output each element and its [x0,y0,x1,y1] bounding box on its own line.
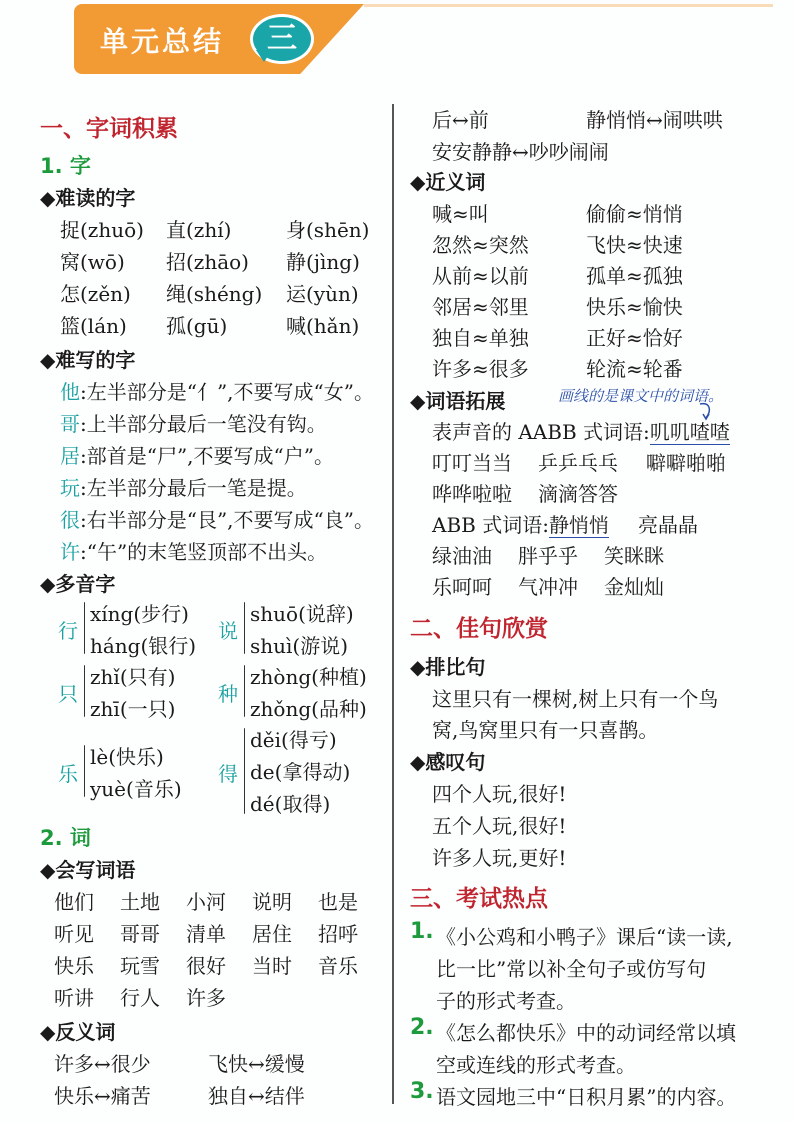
synonym-item: 飞快≈快速 [586,233,683,257]
word-item: 许多 [186,986,226,1010]
exam-line: 子的形式考查。 [436,989,576,1013]
page-title: 单元总结 [100,25,225,58]
sentence-line: 这里只有一棵树,树上只有一个鸟 [432,687,719,711]
brace [244,602,245,654]
synonym-item: 忽然≈突然 [432,233,529,257]
polyphone-char: 只 [58,682,78,706]
brace [244,665,245,717]
hard-write-row [60,440,334,469]
polyphone-reading: děi(得亏) [250,728,337,752]
word-item: 噼噼啪啪 [646,451,726,475]
word-item: 哥哥 [120,922,160,946]
abb-label: ABB 式词语: [432,513,549,537]
polyphone-reading: yuè(音乐) [90,777,182,801]
hard-write-heading: ◆难写的字 [40,348,136,372]
word-item: 也是 [318,890,358,914]
antonym-item: 安安静静↔吵吵闹闹 [432,140,609,164]
abb-row [432,509,609,538]
hard-write-row [60,504,374,533]
synonym-item: 喊≈叫 [432,202,489,226]
hard-write-row [60,472,307,501]
hard-write-note: :左半部分最后一笔是提。 [80,476,307,500]
subsection-characters: 1. 字 [40,154,91,178]
sentence-line: 五个人玩,很好! [432,814,567,838]
brace [84,602,85,654]
polyphone-char: 乐 [58,762,78,786]
hard-read-item: 喊(hǎn) [286,314,360,338]
word-item: 气冲冲 [518,575,578,599]
synonym-item: 快乐≈愉快 [586,295,683,319]
synonym-heading: ◆近义词 [410,170,486,194]
exam-line: 《小公鸡和小鸭子》课后“读一读, [436,925,733,949]
write-words-heading: ◆会写词语 [40,858,136,882]
hard-write-note: :右半部分是“艮”,不要写成“良”。 [80,508,374,532]
word-item: 绿油油 [432,544,492,568]
parallel-heading: ◆排比句 [410,655,486,679]
hard-write-char: 很 [60,508,80,532]
word-item: 小河 [186,890,226,914]
section-title-exam: 三、考试热点 [410,886,548,912]
word-item: 乐呵呵 [432,575,492,599]
word-item: 清单 [186,922,226,946]
antonym-item: 静悄悄↔闹哄哄 [586,108,723,132]
hard-write-row [60,376,374,405]
hard-read-item: 直(zhí) [166,218,232,242]
abb-underlined-word: 静悄悄 [548,513,609,537]
hard-write-char: 玩 [60,476,80,500]
synonym-item: 独自≈单独 [432,326,529,350]
word-item: 招呼 [318,922,358,946]
word-item: 土地 [120,890,160,914]
exam-number: 1. [410,919,434,944]
word-item: 听见 [54,922,94,946]
antonym-item: 独自↔结伴 [208,1084,305,1108]
sentence-line: 许多人玩,更好! [432,846,567,870]
word-item: 笑眯眯 [604,544,664,568]
polyphone-char: 说 [218,619,238,643]
word-item: 乒乒乓乓 [538,451,618,475]
word-item: 叮叮当当 [432,451,512,475]
expand-heading: ◆词语拓展 [410,389,506,413]
synonym-item: 偷偷≈悄悄 [586,202,683,226]
polyphone-reading: zhī(一只) [90,697,176,721]
word-item: 很好 [186,954,226,978]
aabb-row [432,416,730,445]
polyphone-reading: zhǒng(品种) [250,697,367,721]
aabb-underlined-word: 叽叽喳喳 [649,420,730,444]
header-rule [364,4,773,7]
section-title-vocab: 一、字词积累 [40,116,178,142]
hard-read-item: 篮(lán) [60,314,127,338]
unit-badge: 三 [250,14,314,64]
exam-line: 《怎么都快乐》中的动词经常以填 [436,1021,736,1045]
hard-write-char: 许 [60,540,80,564]
polyphone-reading: háng(银行) [90,634,197,658]
polyphone-char: 行 [58,619,78,643]
word-item: 亮晶晶 [638,513,698,537]
exam-line: 语文园地三中“日积月累”的内容。 [436,1085,737,1109]
polyphone-reading: de(拿得动) [250,760,351,784]
word-item: 哗哗啦啦 [432,482,512,506]
hard-write-note: :“午”的末笔竖顶部不出头。 [80,540,328,564]
synonym-item: 孤单≈孤独 [586,264,683,288]
word-item: 胖乎乎 [518,544,578,568]
word-item: 说明 [252,890,292,914]
sentence-line: 四个人玩,很好! [432,782,567,806]
hard-write-note: :部首是“尸”,不要写成“户”。 [80,444,334,468]
word-item: 玩雪 [120,954,160,978]
brace [84,745,85,797]
aabb-label: 表声音的 AABB 式词语: [432,420,650,444]
antonym-item: 飞快↔缓慢 [208,1052,305,1076]
hard-write-note: :左半部分是“亻”,不要写成“女”。 [80,380,374,404]
badge-tail [256,50,272,62]
underline-note: 画线的是课文中的词语。 [558,387,724,405]
word-item: 快乐 [54,954,94,978]
polyphone-reading: dé(取得) [250,792,331,816]
exam-line: 空或连线的形式考查。 [436,1053,636,1077]
exam-number: 3. [410,1079,434,1104]
hard-write-char: 他 [60,380,80,404]
synonym-item: 许多≈很多 [432,357,529,381]
hard-read-item: 招(zhāo) [166,250,249,274]
column-divider [392,104,394,1104]
hard-read-item: 怎(zěn) [60,282,131,306]
word-item: 金灿灿 [604,575,664,599]
polyphone-reading: zhòng(种植) [250,665,367,689]
polyphone-reading: zhǐ(只有) [90,665,176,689]
word-item: 音乐 [318,954,358,978]
hard-read-item: 绳(shéng) [166,282,263,306]
antonym-item: 许多↔很少 [54,1052,151,1076]
hard-read-item: 窝(wō) [60,250,125,274]
hard-read-item: 身(shēn) [286,218,370,242]
antonym-heading: ◆反义词 [40,1020,116,1044]
synonym-item: 从前≈以前 [432,264,529,288]
brace [244,728,245,814]
polyphone-reading: xíng(步行) [90,602,189,626]
word-item: 滴滴答答 [538,482,618,506]
hard-write-row [60,536,327,565]
hard-write-row [60,408,327,437]
brace [84,665,85,717]
polyphone-char: 种 [218,682,238,706]
synonym-item: 轮流≈轮番 [586,357,683,381]
polyphone-reading: lè(快乐) [90,745,164,769]
antonym-item: 后↔前 [432,108,489,132]
synonym-item: 正好≈恰好 [586,326,683,350]
antonym-item: 快乐↔痛苦 [54,1084,151,1108]
exam-number: 2. [410,1015,434,1040]
polyphone-reading: shuō(说辞) [250,602,354,626]
hard-read-item: 捉(zhuō) [60,218,144,242]
hard-read-item: 运(yùn) [286,282,359,306]
subsection-words: 2. 词 [40,826,91,850]
hard-read-heading: ◆难读的字 [40,186,136,210]
hard-write-char: 居 [60,444,80,468]
word-item: 听讲 [54,986,94,1010]
hard-write-char: 哥 [60,412,80,436]
word-item: 当时 [252,954,292,978]
polyphone-reading: shuì(游说) [250,634,349,658]
hard-read-item: 孤(gū) [166,314,228,338]
word-item: 居住 [252,922,292,946]
section-title-sentences: 二、佳句欣赏 [410,616,548,642]
polyphone-heading: ◆多音字 [40,572,116,596]
exam-line: 比一比”常以补全句子或仿写句 [436,957,707,981]
polyphone-char: 得 [218,762,238,786]
word-item: 他们 [54,890,94,914]
exclaim-heading: ◆感叹句 [410,750,486,774]
word-item: 行人 [120,986,160,1010]
hard-write-note: :上半部分最后一笔没有钩。 [80,412,327,436]
hard-read-item: 静(jìng) [286,250,360,274]
sentence-line: 窝,鸟窝里只有一只喜鹊。 [432,718,659,742]
synonym-item: 邻居≈邻里 [432,295,529,319]
